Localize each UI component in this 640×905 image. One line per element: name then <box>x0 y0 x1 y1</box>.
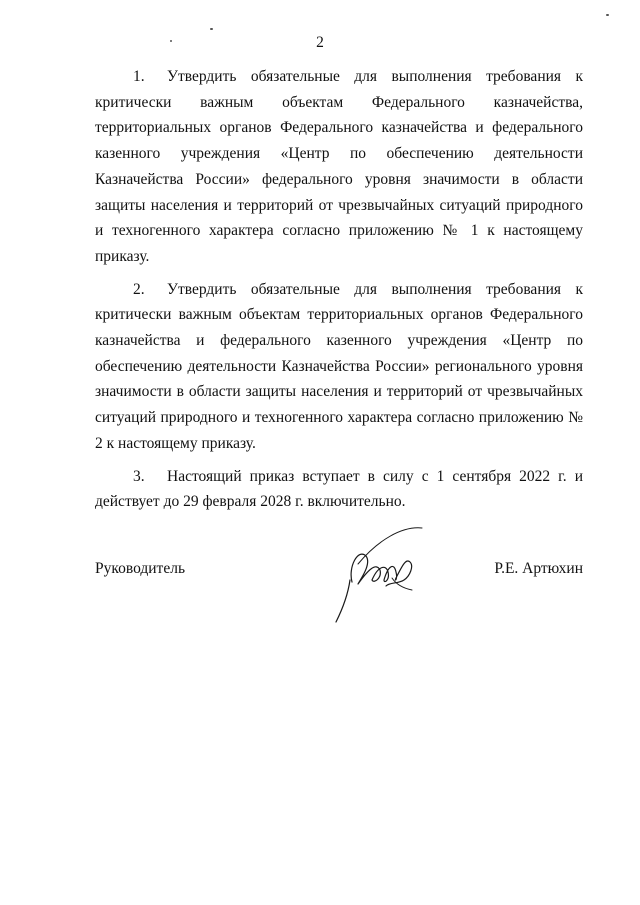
scan-speck-1 <box>210 28 213 30</box>
paragraph-2-number: 2. <box>133 280 145 298</box>
signature-stroke-main <box>351 554 412 586</box>
paragraph-1-number: 1. <box>133 68 145 85</box>
paragraph-3-number: 3. <box>133 467 145 485</box>
handwritten-signature <box>328 522 428 632</box>
paragraph-3 <box>95 464 583 515</box>
paragraph-1 <box>95 64 583 270</box>
document-body <box>95 64 583 522</box>
paragraph-3-text: Настоящий приказ вступает в силу с 1 сентября 2022 г. и действует до 29 февраля 2028 г. включительно. <box>95 467 583 511</box>
signature-stroke-descender <box>336 580 350 622</box>
signatory-name: Р.Е. Артюхин <box>494 560 583 577</box>
scan-speck-2 <box>606 14 609 16</box>
signatory-title: Руководитель <box>95 560 186 577</box>
page-number: 2 <box>316 34 324 51</box>
paragraph-1-text: Утвердить обязательные для выполнения требования к критически важным объектам Федерального казначейства, территориальных органов Федерального казначейства и федерального казенного учреждения «Центр по обеспечению деятельности Казначейства России» федерального уровня значимости в области защиты населения и территорий от чрезвычайных ситуаций природного и техногенного характера согласно приложению № 1 к настоящему приказу. <box>95 68 583 265</box>
scan-speck-3 <box>170 40 172 42</box>
paragraph-2 <box>95 277 583 457</box>
paragraph-2-text: Утвердить обязательные для выполнения требования к критически важным объектам территориальных органов Федерального казначейства и федерального казенного учреждения «Центр по обеспечению деятельности Казначейства России» регионального уровня значимости в области защиты населения и территорий от чрезвычайных ситуаций природного и техногенного характера согласно приложению № 2 к настоящему приказу. <box>95 280 583 452</box>
